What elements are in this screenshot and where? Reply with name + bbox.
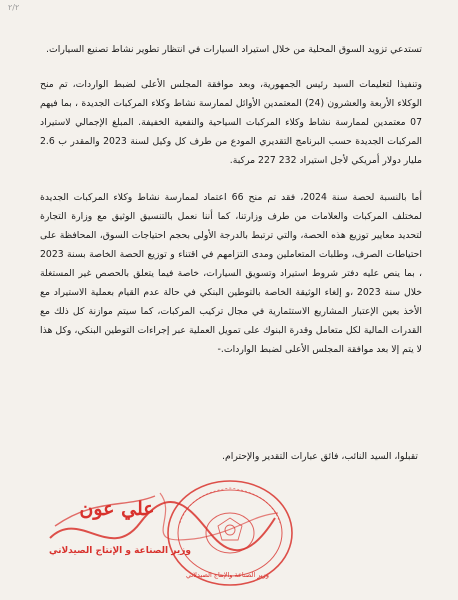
closing-line: تقبلوا، السيد النائب، فائق عبارات التقدير والإحترام.	[222, 451, 418, 462]
seal-caption: وزير الصناعة والإنتاج الصيدلاني	[186, 571, 269, 579]
signatory-name: علي عون	[79, 498, 155, 520]
signatory-title: وزير الصناعة و الإنتاج الصيدلاني	[49, 546, 191, 556]
signature-block	[40, 478, 300, 590]
letter-body	[40, 40, 422, 373]
page-number: ٢/٢	[8, 3, 20, 12]
paragraph-1: تستدعي تزويد السوق المحلية من خلال استيراد السيارات في انتظار تطوير نشاط تصنيع السيارات.	[46, 44, 422, 55]
paragraph-2: وتنفيذا لتعليمات السيد رئيس الجمهورية، وبعد موافقة المجلس الأعلى لضبط الواردات، تم منح الوكلاء الأربعة والعشرون (24) المعتمدين الأوائل لممارسة نشاط وكلاء المركبات الجديدة ، بما فيهم 07 معتمدين لممارسة نشاط وكلاء المركبات السياحية والنفعية الخفيفة. المبلغ الإجمالي لاستيراد المركبات الجديدة حسب البرنامج التقديري المودع من طرف كل وكيل لسنة 2023 والمقدر ب 2.6 مليار دولار أمريكي لأجل استيراد 232 227 مركبة.	[40, 79, 422, 166]
paragraph-3: أما بالنسبة لحصة سنة 2024، فقد تم منح 66 اعتماد لممارسة نشاط وكلاء المركبات الجديدة لمختلف المركبات والعلامات من طرف وزارتنا، كما أننا نعمل بالتنسيق الوثيق مع وزارة التجارة لتحديد معايير توزيع هذه الحصة، والتي ترتبط بالدرجة الأولى بحجم احتياجات السوق، المحافظة على احتياطات الصرف، وطلبات المتعاملين ومدى التزامهم في اقتناء و توزيع الحصة الخاصة بسنة 2023 ، بما ينص عليه دفتر شروط استيراد وتسويق السيارات، خاصة فيما يتعلق بالحصص غير المستغلة خلال سنة 2023 ،و إلغاء الوثيقة الخاصة بالتوطين البنكي في حالة عدم القيام بعملية الاستيراد مع الأخذ بعين الإعتبار المشاريع الاستثمارية في مجال تركيب المركبات، كما سيتم موازنة كل ذلك مع القدرات المالية لكل متعامل وقدرة البنوك على تمويل العملية عبر إجراءات التوطين البنكي، وكل هذا لا يتم إلا بعد موافقة المجلس الأعلى لضبط الواردات.-	[40, 192, 422, 355]
